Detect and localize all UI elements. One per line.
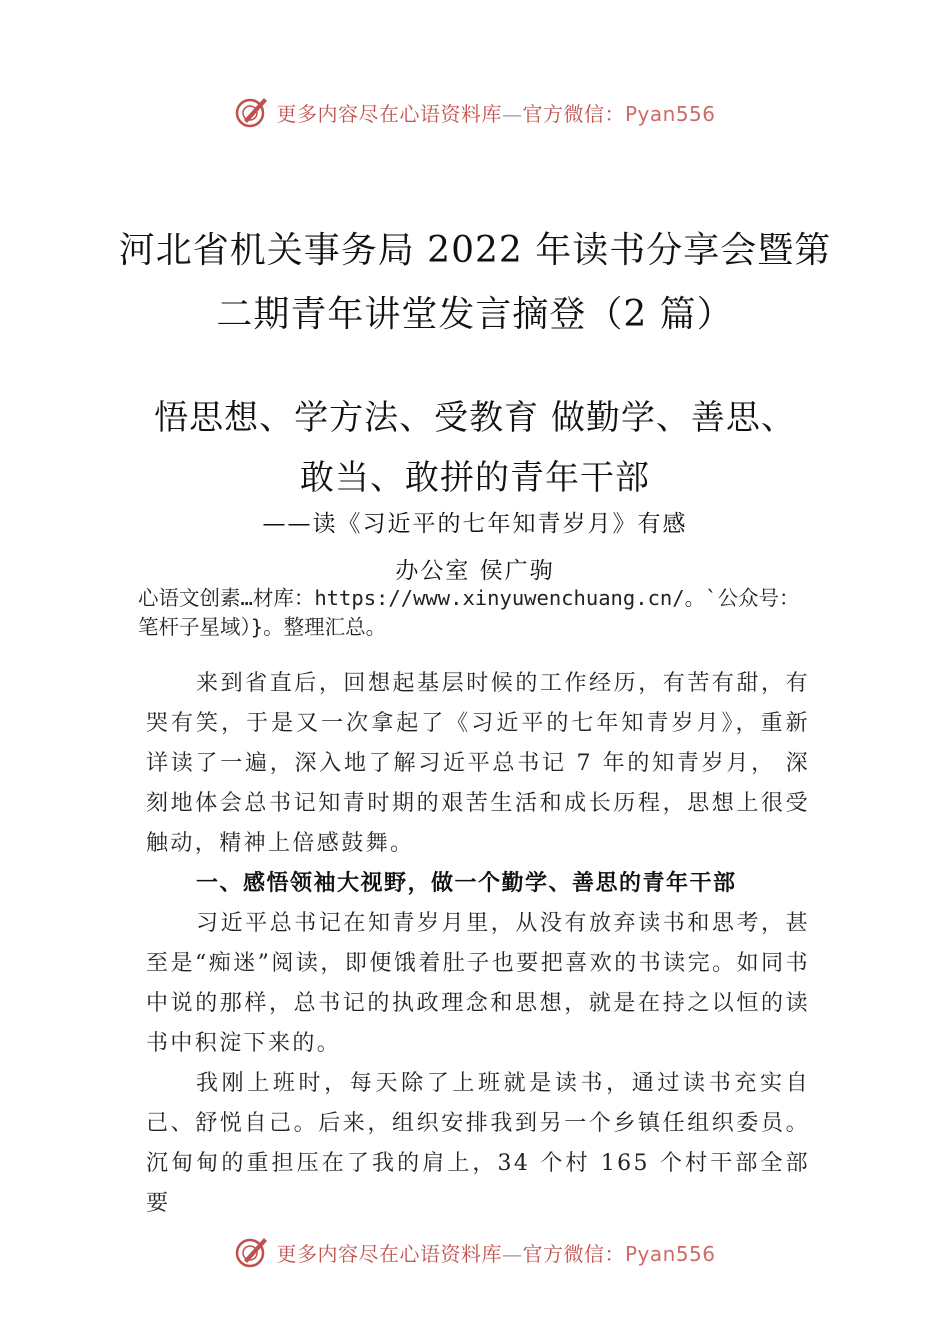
- watermark-label: 官方微信：: [522, 101, 625, 126]
- watermark-footer: [0, 1232, 950, 1272]
- watermark-dash: —: [501, 101, 523, 126]
- article-byline: ——读《习近平的七年知青岁月》有感: [262, 511, 688, 537]
- article-title-line-1: 悟思想、学方法、受教育 做勤学、善思、: [154, 398, 796, 438]
- paragraph-intro: 来到省直后，回想起基层时候的工作经历，有苦有甜，有哭有笑，于是又一次拿起了《习近平的七年知青岁月》，重新详读了一遍，深入地了解习近平总书记 7 年的知青岁月， 深刻地体会总书记知青时期的艰苦生活和成长历程，思想上很受触动，精神上倍感鼓舞。: [146, 671, 810, 856]
- article-author: 办公室 侯广驹: [395, 558, 555, 584]
- watermark-brand: 更多内容尽在心语资料库: [276, 1241, 502, 1266]
- watermark-dash: —: [501, 1241, 523, 1266]
- source-notice: 心语文创素…材库：https://www.xinyuwenchuang.cn/。`公众号：笔杆子星域）}。整理汇总。: [138, 586, 800, 639]
- watermark-wechat-id: Pyan556: [624, 101, 716, 126]
- document-title-line-1: 河北省机关事务局 2022 年读书分享会暨第: [118, 230, 832, 271]
- section-heading-1: 一、感悟领袖大视野，做一个勤学、善思的青年干部: [196, 871, 737, 896]
- watermark-header: [0, 92, 950, 132]
- watermark-wechat-id: Pyan556: [624, 1241, 716, 1266]
- document-title-line-2: 二期青年讲堂发言摘登（2 篇）: [216, 294, 734, 335]
- pen-logo-icon: [234, 1234, 270, 1270]
- watermark-brand: 更多内容尽在心语资料库: [276, 101, 502, 126]
- article-title-line-2: 敢当、敢拼的青年干部: [300, 458, 650, 498]
- paragraph-section-1: 习近平总书记在知青岁月里，从没有放弃读书和思考，甚至是“痴迷”阅读，即便饿着肚子也要把喜欢的书读完。如同书中说的那样，总书记的执政理念和思想，就是在持之以恒的读书中积淀下来的。: [146, 911, 810, 1056]
- paragraph-section-1b: 我刚上班时，每天除了上班就是读书，通过读书充实自己、舒悦自己。后来，组织安排我到另一个乡镇任组织委员。沉甸甸的重担压在了我的肩上，34 个村 165 个村干部全部要: [146, 1071, 810, 1216]
- pen-logo-icon: [234, 94, 270, 130]
- watermark-label: 官方微信：: [522, 1241, 625, 1266]
